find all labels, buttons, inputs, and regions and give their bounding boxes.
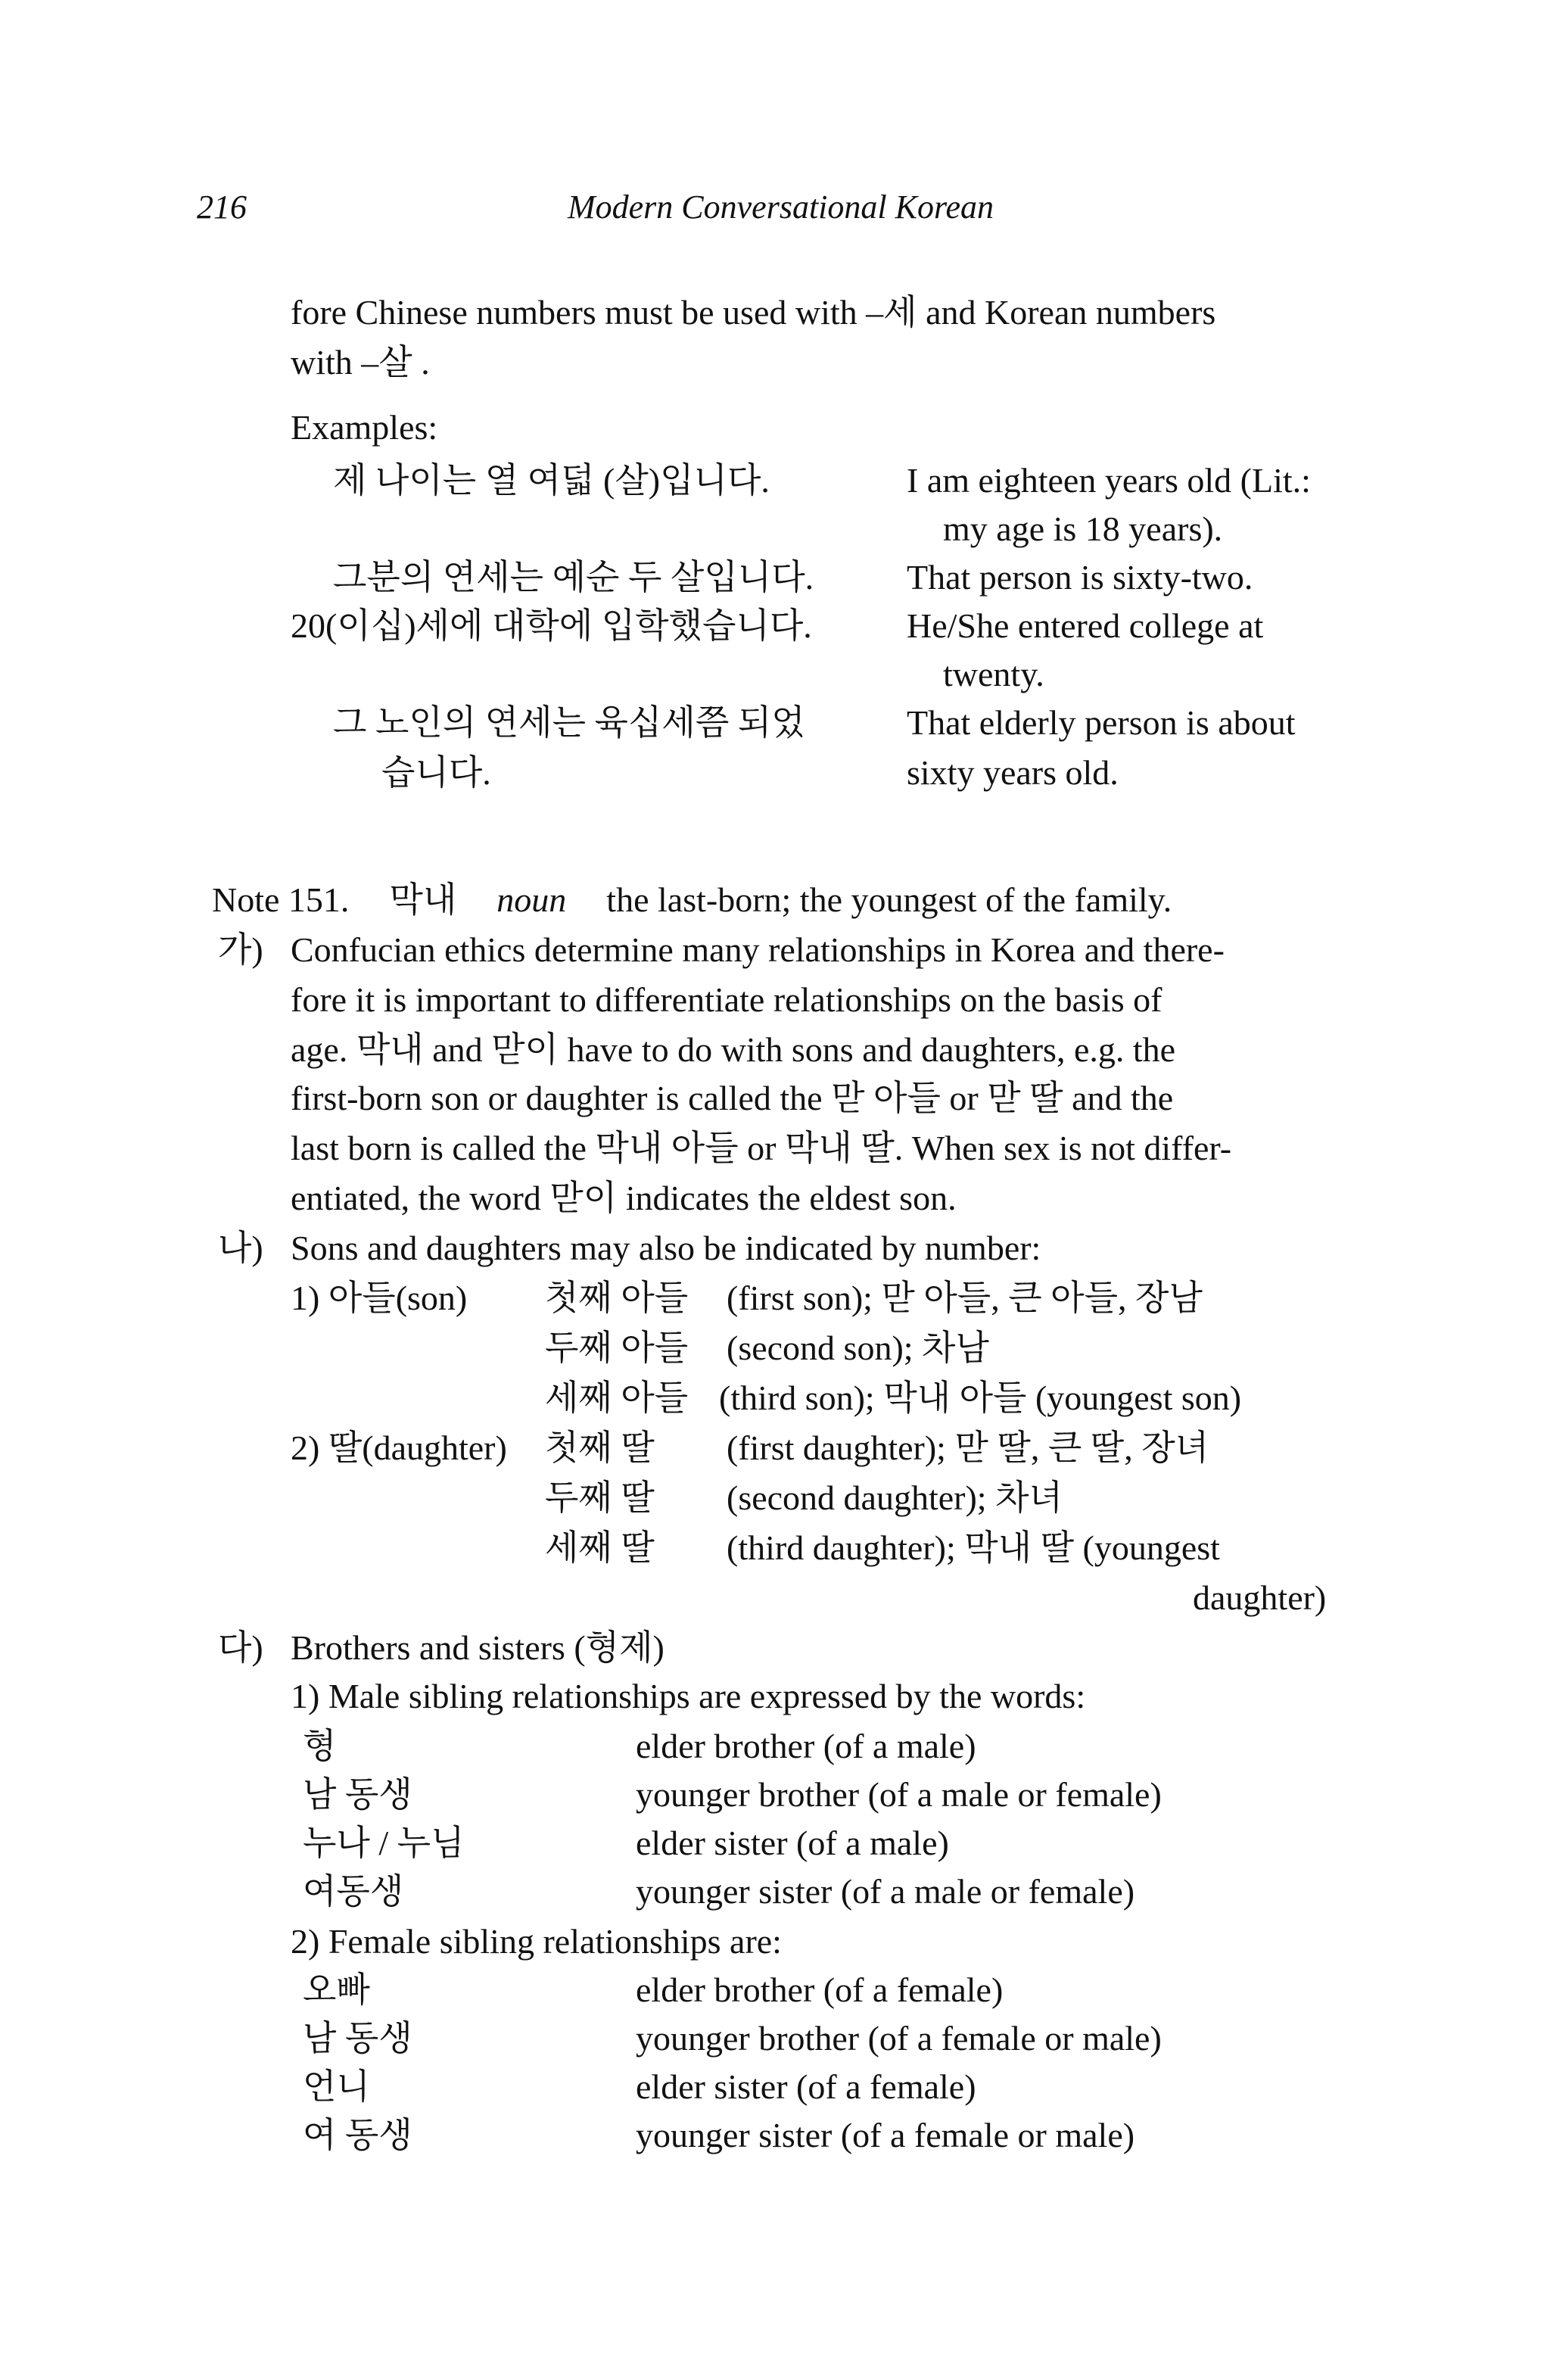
section-na-heading: Sons and daughters may also be indicated by number: — [291, 1229, 1041, 1267]
section-ga-line: age. 막내 and 맏이 have to do with sons and daughters, e.g. the — [291, 1030, 1176, 1069]
sibling-term: 여동생 — [303, 1872, 404, 1911]
ordinal-gloss: (first daughter); 맏 딸, 큰 딸, 장녀 — [727, 1428, 1209, 1467]
intro-line-1: fore Chinese numbers must be used with –세 and Korean numbers — [291, 293, 1216, 332]
section-ga-line: fore it is important to differentiate relationships on the basis of — [291, 980, 1162, 1019]
sibling-term: 누나 / 누님 — [303, 1824, 465, 1862]
note-term: 막내 — [389, 880, 457, 919]
section-ga-line: Confucian ethics determine many relationships in Korea and there- — [291, 930, 1225, 969]
sibling-term: 오빠 — [303, 1970, 370, 2009]
section-ga-marker: 가) — [218, 930, 263, 969]
sibling-definition: elder brother (of a male) — [636, 1727, 976, 1765]
example-ko: 제 나이는 열 여덟 (살)입니다. — [333, 461, 770, 500]
note-label: Note 151. — [212, 880, 350, 919]
sibling-term: 언니 — [303, 2067, 370, 2106]
section-na-marker: 나) — [218, 1229, 263, 1267]
sibling-definition: elder brother (of a female) — [636, 1970, 1004, 2009]
sibling-definition: younger sister (of a male or female) — [636, 1872, 1135, 1911]
running-title: Modern Conversational Korean — [568, 188, 994, 226]
ordinal-term: 첫째 딸 — [545, 1428, 655, 1467]
ordinal-gloss: (third daughter); 막내 딸 (youngest — [727, 1528, 1220, 1567]
section-da-heading: Brothers and sisters (형제) — [291, 1628, 665, 1667]
section-ga-line: last born is called the 막내 아들 or 막내 딸. When sex is not differ- — [291, 1129, 1232, 1167]
ordinal-group-label: 2) 딸(daughter) — [291, 1428, 507, 1467]
sibling-definition: younger sister (of a female or male) — [636, 2116, 1135, 2154]
section-ga-line: entiated, the word 맏이 indicates the eldest son. — [291, 1179, 957, 1217]
ordinal-group-label: 1) 아들(son) — [291, 1279, 468, 1317]
sibling-definition: younger brother (of a male or female) — [636, 1775, 1162, 1814]
note-definition: the last-born; the youngest of the family. — [606, 880, 1172, 919]
ordinal-gloss: (third son); 막내 아들 (youngest son) — [719, 1378, 1242, 1417]
example-ko: 습니다. — [381, 753, 491, 792]
sibling-term: 남 동생 — [303, 2019, 412, 2058]
example-ko: 20(이십)세에 대학에 입학했습니다. — [291, 606, 812, 645]
sibling-definition: younger brother (of a female or male) — [636, 2019, 1162, 2058]
intro-line-2: with –살 . — [291, 343, 430, 382]
ordinal-gloss: (second son); 차남 — [727, 1329, 989, 1367]
example-en: my age is 18 years). — [943, 509, 1223, 548]
examples-label: Examples: — [291, 408, 438, 447]
sibling-term: 남 동생 — [303, 1775, 412, 1814]
ordinal-gloss: (second daughter); 차녀 — [727, 1478, 1063, 1517]
sibling-definition: elder sister (of a male) — [636, 1824, 949, 1862]
page-number: 216 — [197, 188, 247, 226]
ordinal-term: 두째 아들 — [545, 1329, 689, 1367]
example-ko: 그 노인의 연세는 육십세쯤 되었 — [333, 703, 805, 742]
example-en: twenty. — [943, 655, 1044, 693]
section-da-marker: 다) — [218, 1628, 263, 1667]
sibling-definition: elder sister (of a female) — [636, 2067, 976, 2106]
note-pos: noun — [496, 880, 567, 919]
example-en: He/She entered college at — [907, 606, 1264, 645]
example-en: That elderly person is about — [907, 703, 1296, 742]
example-en: sixty years old. — [907, 753, 1119, 792]
ordinal-term: 세째 아들 — [545, 1378, 689, 1417]
note-heading — [212, 875, 1172, 925]
ordinal-gloss: (first son); 맏 아들, 큰 아들, 장남 — [727, 1279, 1203, 1317]
sibling-term: 형 — [303, 1727, 337, 1765]
section-ga-line: first-born son or daughter is called the 맏 아들 or 맏 딸 and the — [291, 1079, 1174, 1117]
example-en: That person is sixty-two. — [907, 558, 1253, 597]
female-sibling-heading: 2) Female sibling relationships are: — [291, 1922, 782, 1961]
example-en: I am eighteen years old (Lit.: — [907, 461, 1311, 500]
ordinal-gloss-continued: daughter) — [1193, 1578, 1327, 1617]
male-sibling-heading: 1) Male sibling relationships are expressed by the words: — [291, 1677, 1086, 1715]
sibling-term: 여 동생 — [303, 2116, 412, 2154]
example-ko: 그분의 연세는 예순 두 살입니다. — [333, 558, 814, 597]
ordinal-term: 두째 딸 — [545, 1478, 655, 1517]
ordinal-term: 첫째 아들 — [545, 1279, 689, 1317]
ordinal-term: 세째 딸 — [545, 1528, 655, 1567]
